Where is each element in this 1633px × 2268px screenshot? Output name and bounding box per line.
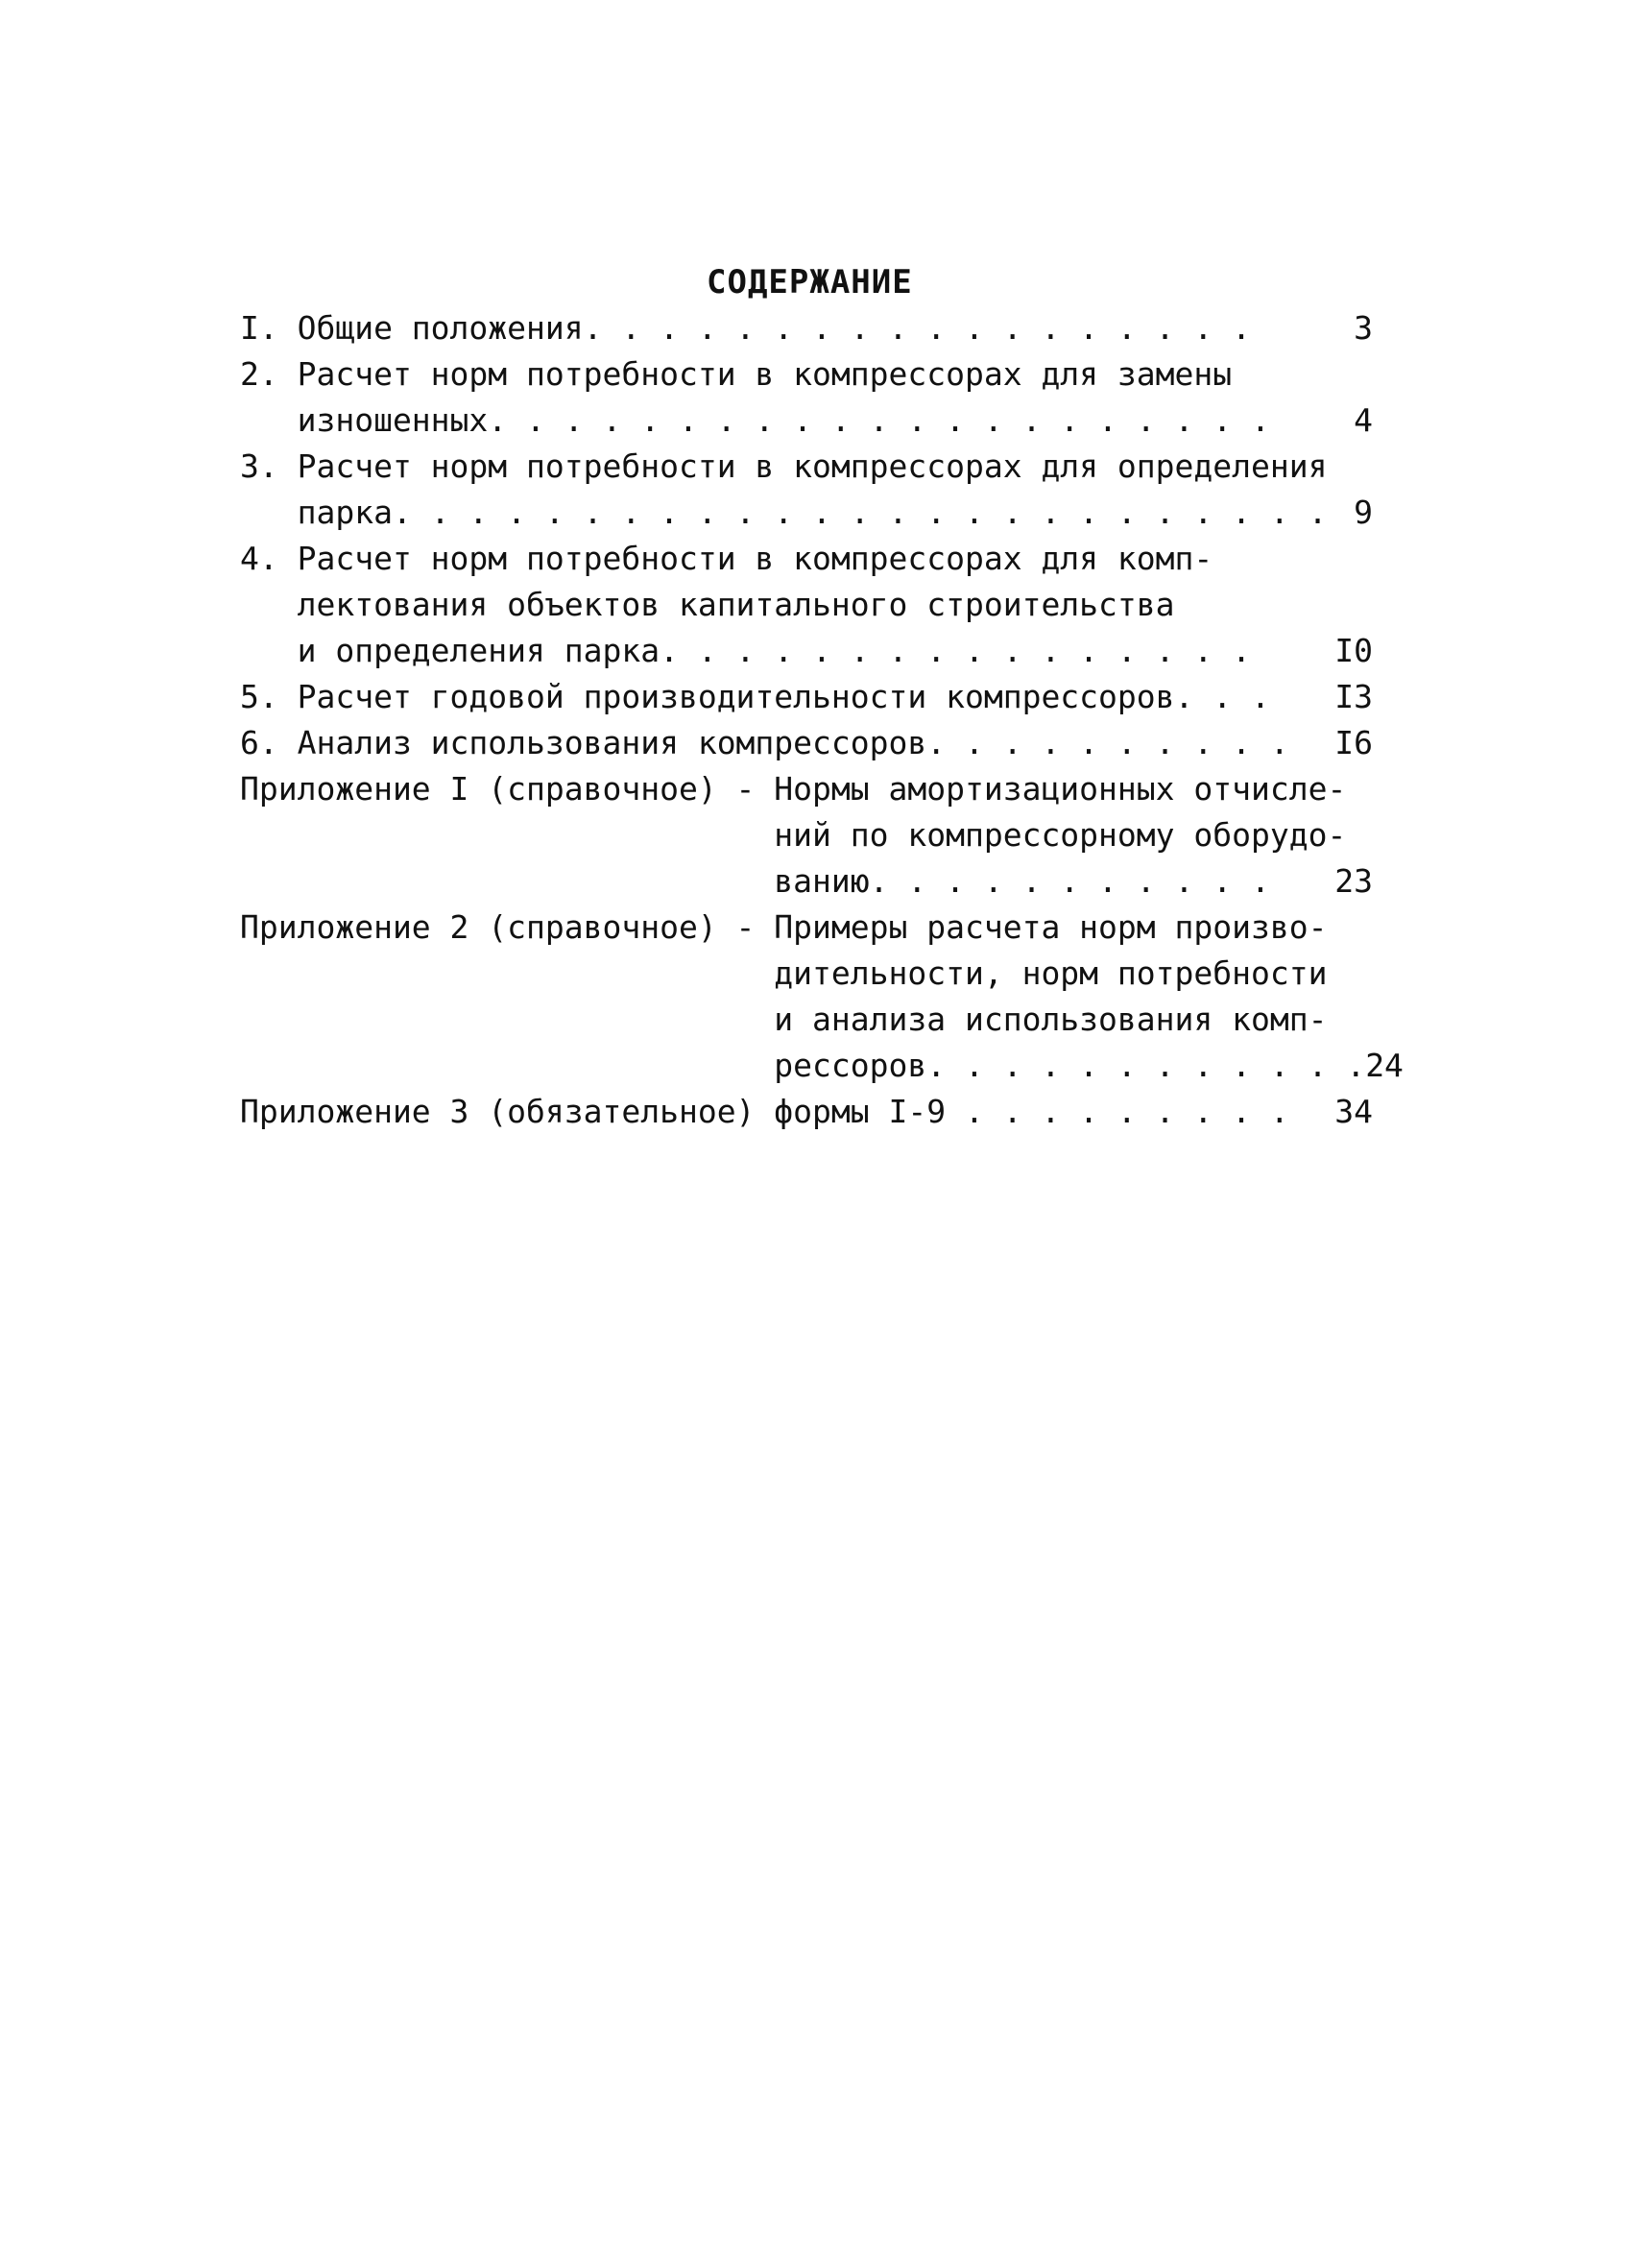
toc-entry-3-line-2: парка. . . . . . . . . . . . . . . . . . . . . . . . .: [240, 494, 1328, 531]
toc-entry-4-line-2: лектования объектов капитального строительства: [240, 586, 1175, 623]
toc-appendix-3-line-1: Приложение 3 (обязательное) формы I-9 . . . . . . . . .: [240, 1093, 1289, 1130]
toc-entry-1-line-1: I. Общие положения. . . . . . . . . . . . . . . . . .: [240, 309, 1251, 347]
toc-appendix-1-line-3: ванию. . . . . . . . . . .: [240, 862, 1270, 900]
toc-entry-5-page: I3: [1334, 678, 1373, 715]
toc-entry-2-page: 4: [1354, 401, 1373, 439]
toc-entry-4-page: I0: [1334, 632, 1373, 669]
toc-entry-1-page: 3: [1354, 309, 1373, 347]
toc-appendix-2-line-2: дительности, норм потребности: [240, 954, 1328, 992]
toc-appendix-3-page: 34: [1334, 1093, 1373, 1130]
toc-appendix-2-line-3: и анализа использования комп-: [240, 1001, 1328, 1038]
toc-entry-5-line-1: 5. Расчет годовой производительности компрессоров. . .: [240, 678, 1270, 715]
toc-entry-3-line-1: 3. Расчет норм потребности в компрессорах для определения: [240, 447, 1328, 485]
toc-entry-2-line-1: 2. Расчет норм потребности в компрессорах для замены: [240, 355, 1233, 393]
toc-appendix-2-line-4: рессоров. . . . . . . . . . . .24: [240, 1047, 1404, 1084]
toc-entry-4-line-3: и определения парка. . . . . . . . . . . . . . . .: [240, 632, 1251, 669]
toc-appendix-1-line-1: Приложение I (справочное) - Нормы амортизационных отчисле-: [240, 770, 1347, 808]
toc-title: СОДЕРЖАНИЕ: [707, 263, 913, 302]
toc-entry-3-page: 9: [1354, 494, 1373, 531]
toc-appendix-2-line-1: Приложение 2 (справочное) - Примеры расчета норм произво-: [240, 908, 1328, 946]
toc-entry-4-line-1: 4. Расчет норм потребности в компрессорах для комп-: [240, 540, 1213, 577]
toc-appendix-1-line-2: ний по компрессорному оборудо-: [240, 816, 1347, 854]
toc-entry-6-line-1: 6. Анализ использования компрессоров. . . . . . . . . .: [240, 724, 1289, 761]
toc-entry-6-page: I6: [1334, 724, 1373, 761]
toc-entry-2-line-2: изношенных. . . . . . . . . . . . . . . . . . . . .: [240, 401, 1270, 439]
toc-appendix-1-page: 23: [1334, 862, 1373, 900]
